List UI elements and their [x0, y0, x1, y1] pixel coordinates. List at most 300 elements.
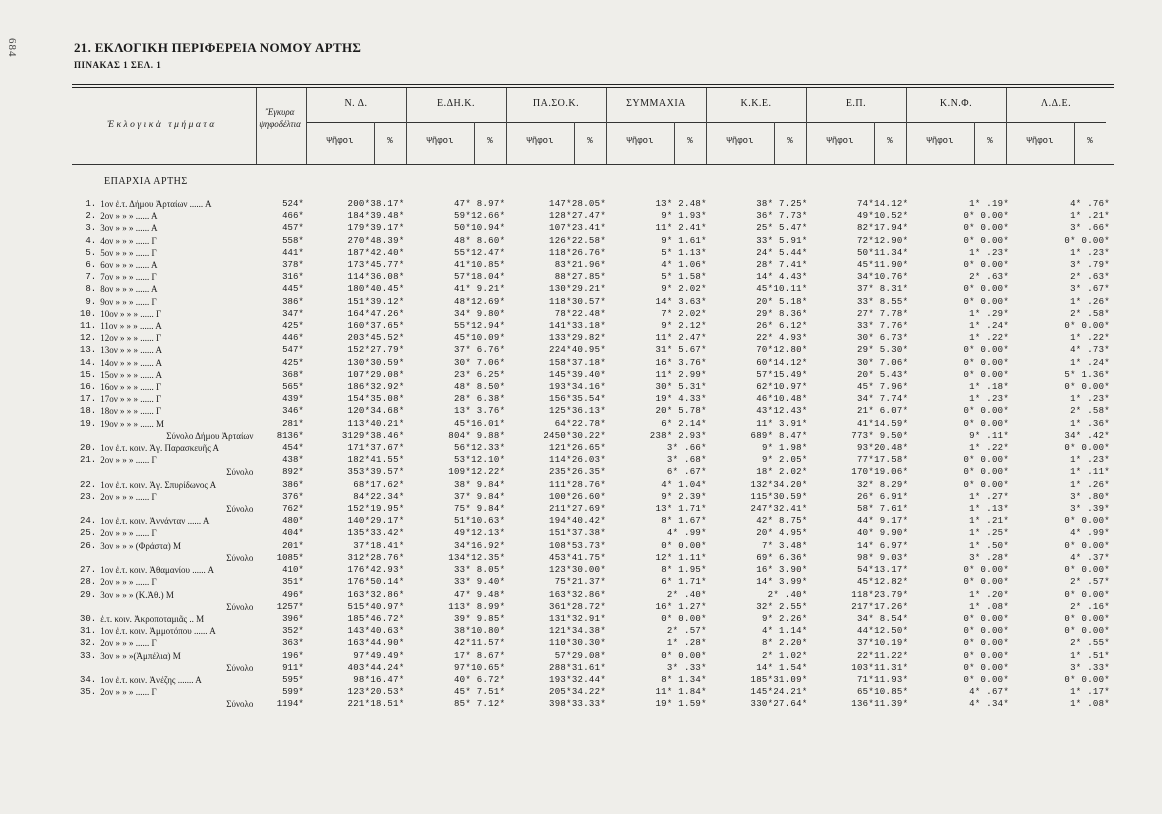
table-row	[72, 527, 1114, 539]
party-votes-pct: 69* 6.36*	[756, 552, 808, 563]
party-votes-pct: 1* .51*	[1070, 650, 1110, 661]
row-label: 2ον » » » ...... Γ	[100, 638, 157, 649]
subtotal-row	[72, 552, 1114, 564]
votes-subheader: Ψῆφοι	[426, 136, 454, 146]
valid-ballots: 410*	[282, 565, 304, 576]
party-votes-pct: 51*10.63*	[453, 516, 506, 527]
valid-ballots: 441*	[282, 247, 304, 258]
party-votes-pct: 6* .67*	[666, 467, 707, 478]
row-label: 10ον » » » ...... Γ	[100, 308, 162, 319]
row-label: Σύνολο Δήμου Ἀρταίων	[166, 430, 254, 441]
party-votes-pct: 0* 0.00*	[963, 211, 1010, 222]
party-votes-pct: 4* .34*	[969, 699, 1010, 710]
party-votes-pct: 1* .36*	[1070, 418, 1110, 429]
party-votes-pct: 217*17.26*	[851, 601, 909, 612]
party-votes-pct: 8* 2.20*	[761, 638, 808, 649]
party-votes-pct: 21* 6.07*	[856, 406, 909, 417]
party-votes-pct: 13* 1.71*	[655, 504, 707, 515]
party-votes-pct: 154*35.08*	[347, 394, 405, 405]
table-row	[72, 308, 1114, 320]
party-votes-pct: 33* 5.91*	[756, 235, 808, 246]
party-votes-pct: 114*26.03*	[549, 455, 607, 466]
page-title: 21. ΕΚΛΟΓΙΚΗ ΠΕΡΙΦΕΡΕΙΑ ΝΟΜΟΥ ΑΡΤΗΣ	[74, 40, 362, 55]
party-votes-pct: 193*34.16*	[549, 382, 607, 393]
votes-subheader: Ψῆφοι	[326, 136, 354, 146]
party-votes-pct: 4* .99*	[666, 528, 707, 539]
party-votes-pct: 27* 7.78*	[856, 308, 909, 319]
row-label: 3ον » » » (Κ.Ἀθ.) Μ	[100, 589, 174, 600]
party-votes-pct: 1* .22*	[969, 333, 1010, 344]
party-votes-pct: 9* 2.39*	[661, 491, 707, 502]
party-votes-pct: 1* .50*	[969, 540, 1010, 551]
party-header: Ε.Π.	[845, 98, 867, 109]
row-number	[72, 601, 100, 613]
party-votes-pct: 84*22.34*	[353, 491, 405, 502]
party-votes-pct: 187*42.40*	[347, 247, 405, 258]
row-label: ἐ.τ. κοιν. Ἀκροποταμιᾶς .. Μ	[100, 613, 205, 624]
party-votes-pct: 45*16.01*	[453, 418, 506, 429]
party-votes-pct: 58* 7.61*	[856, 504, 909, 515]
party-votes-pct: 2* .63*	[1070, 272, 1110, 283]
party-votes-pct: 26* 6.91*	[856, 491, 909, 502]
party-votes-pct: 200*38.17*	[347, 199, 405, 209]
party-votes-pct: 136*11.39*	[851, 699, 909, 710]
row-label: 1ον ἐ.τ. κοιν. Ἀθαμανίου ...... Α	[100, 565, 215, 576]
party-votes-pct: 247*32.41*	[750, 504, 808, 515]
party-votes-pct: 54*13.17*	[856, 565, 909, 576]
row-label: 17ον » » » ...... Γ	[100, 394, 162, 405]
party-votes-pct: 203*45.52*	[347, 333, 405, 344]
row-label: 14ον » » » ...... Α	[100, 357, 163, 368]
party-votes-pct: 1* .20*	[969, 589, 1010, 600]
row-number: 7.	[85, 272, 97, 283]
row-number: 24.	[80, 516, 97, 527]
party-votes-pct: 26* 6.12*	[756, 321, 808, 332]
party-votes-pct: 0* 0.00*	[963, 479, 1010, 490]
party-votes-pct: 804* 9.88*	[448, 430, 506, 441]
party-votes-pct: 0* 0.00*	[1064, 516, 1110, 527]
row-number: 2.	[85, 211, 97, 222]
party-votes-pct: 0* 0.00*	[963, 467, 1010, 478]
row-label: 16ον » » » ...... Γ	[100, 382, 162, 393]
party-votes-pct: 1* .21*	[1070, 211, 1110, 222]
row-label: 5ον » » » ...... Γ	[100, 247, 157, 258]
party-votes-pct: 98*16.47*	[353, 674, 405, 685]
party-votes-pct: 38*10.80*	[453, 626, 506, 637]
party-votes-pct: 57*15.49*	[756, 369, 808, 380]
row-label: 2ον » » » ...... Γ	[100, 455, 157, 466]
party-votes-pct: 23* 6.25*	[453, 369, 506, 380]
party-votes-pct: 2* .16*	[1070, 601, 1110, 612]
party-votes-pct: 163*32.86*	[347, 589, 405, 600]
party-votes-pct: 9* 2.02*	[661, 284, 707, 295]
party-votes-pct: 109*12.22*	[448, 467, 506, 478]
party-votes-pct: 53*12.10*	[453, 455, 506, 466]
row-label: 12ον » » » ...... Γ	[100, 333, 162, 344]
party-votes-pct: 0* 0.00*	[661, 650, 707, 661]
party-votes-pct: 34* 9.80*	[453, 308, 506, 319]
row-number: 10.	[80, 308, 97, 319]
row-label: 8ον » » » ...... Α	[100, 284, 158, 295]
party-votes-pct: 3* .28*	[969, 552, 1010, 563]
party-votes-pct: 1* .28*	[666, 638, 707, 649]
party-votes-pct: 40* 6.72*	[453, 674, 506, 685]
pct-subheader: %	[987, 136, 993, 146]
party-votes-pct: 353*39.57*	[347, 467, 405, 478]
party-votes-pct: 288*31.61*	[549, 662, 607, 673]
valid-ballots: 1085*	[276, 552, 304, 563]
party-votes-pct: 1* .23*	[969, 247, 1010, 258]
pct-subheader: %	[687, 136, 693, 146]
pct-subheader: %	[1087, 136, 1093, 146]
party-votes-pct: 6* 1.71*	[661, 577, 707, 588]
party-votes-pct: 107*23.41*	[549, 223, 607, 234]
valid-ballots: 445*	[282, 284, 304, 295]
row-label: 1ον ἐ.τ. κοιν. Ἀμμοτόπου ...... Α	[100, 626, 216, 637]
table-row	[72, 283, 1114, 295]
party-votes-pct: 1* .17*	[1070, 687, 1110, 698]
party-votes-pct: 33* 8.05*	[453, 565, 506, 576]
party-votes-pct: 45* 7.96*	[856, 382, 909, 393]
row-number: 6.	[85, 260, 97, 271]
party-votes-pct: 19* 4.33*	[655, 394, 707, 405]
party-votes-pct: 38* 9.84*	[453, 479, 506, 490]
party-votes-pct: 13* 2.48*	[655, 199, 707, 209]
party-votes-pct: 74*14.12*	[856, 199, 909, 209]
votes-subheader: Ψῆφοι	[626, 136, 654, 146]
party-votes-pct: 14* 3.63*	[655, 296, 707, 307]
valid-ballots: 346*	[282, 406, 304, 417]
party-votes-pct: 42* 8.75*	[756, 516, 808, 527]
party-votes-pct: 33* 8.55*	[856, 296, 909, 307]
party-votes-pct: 29* 5.30*	[856, 345, 909, 356]
party-votes-pct: 75* 9.84*	[453, 504, 506, 515]
party-votes-pct: 0* 0.00*	[963, 650, 1010, 661]
party-votes-pct: 398*33.33*	[549, 699, 607, 710]
valid-ballots: 352*	[282, 626, 304, 637]
row-number: 19.	[80, 418, 97, 429]
table-row	[72, 625, 1114, 637]
party-votes-pct: 97*10.65*	[453, 662, 506, 673]
party-votes-pct: 68*17.62*	[353, 479, 405, 490]
table-row	[72, 235, 1114, 247]
party-votes-pct: 46*10.48*	[756, 394, 808, 405]
party-votes-pct: 140*29.17*	[347, 516, 405, 527]
party-votes-pct: 28* 7.41*	[756, 260, 808, 271]
party-votes-pct: 270*48.39*	[347, 235, 405, 246]
party-votes-pct: 361*28.72*	[549, 601, 607, 612]
party-votes-pct: 98* 9.03*	[856, 552, 909, 563]
row-label: Σύνολο	[226, 699, 254, 710]
party-votes-pct: 164*47.26*	[347, 308, 405, 319]
party-votes-pct: 2* .57*	[666, 626, 707, 637]
party-votes-pct: 41*14.59*	[856, 418, 909, 429]
party-votes-pct: 42*11.57*	[453, 638, 506, 649]
valid-ballots: 425*	[282, 357, 304, 368]
party-votes-pct: 0* 0.00*	[963, 638, 1010, 649]
party-votes-pct: 9* 1.93*	[661, 211, 707, 222]
party-votes-pct: 121*34.38*	[549, 626, 607, 637]
table-row	[72, 296, 1114, 308]
party-votes-pct: 2450*30.22*	[543, 430, 607, 441]
party-votes-pct: 163*32.86*	[549, 589, 607, 600]
table-row	[72, 210, 1114, 222]
party-votes-pct: 170*19.06*	[851, 467, 909, 478]
party-votes-pct: 1* .08*	[1070, 699, 1110, 710]
party-votes-pct: 0* 0.00*	[661, 540, 707, 551]
row-label: 2ον » » » ...... Γ	[100, 528, 157, 539]
valid-ballots: 201*	[282, 540, 304, 551]
valid-ballots: 466*	[282, 211, 304, 222]
party-header: ΣΥΜΜΑΧΙΑ	[626, 98, 686, 109]
party-header: Κ.Ν.Φ.	[939, 98, 973, 109]
party-votes-pct: 0* 0.00*	[963, 662, 1010, 673]
party-votes-pct: 151*37.38*	[549, 528, 607, 539]
row-label: 13ον » » » ...... Α	[100, 345, 163, 356]
party-votes-pct: 12* 1.11*	[655, 552, 707, 563]
party-votes-pct: 235*26.35*	[549, 467, 607, 478]
party-votes-pct: 118*26.76*	[549, 247, 607, 258]
table-row	[72, 247, 1114, 259]
column-header-sections: Ἐκλογικὰ τμήματα	[107, 120, 217, 130]
table-row	[72, 454, 1114, 466]
pct-subheader: %	[587, 136, 593, 146]
party-votes-pct: 4* .67*	[969, 687, 1010, 698]
party-votes-pct: 163*44.90*	[347, 638, 405, 649]
row-number	[72, 662, 100, 674]
party-votes-pct: 1* .27*	[969, 491, 1010, 502]
valid-ballots: 892*	[282, 467, 304, 478]
party-votes-pct: 185*31.09*	[750, 674, 808, 685]
table-top-rule-double	[72, 87, 1114, 88]
party-votes-pct: 29* 8.36*	[756, 308, 808, 319]
party-votes-pct: 65*10.85*	[856, 687, 909, 698]
votes-subheader: Ψῆφοι	[826, 136, 854, 146]
party-votes-pct: 176*50.14*	[347, 577, 405, 588]
party-votes-pct: 83*21.96*	[554, 260, 607, 271]
party-votes-pct: 113*40.21*	[347, 418, 405, 429]
party-votes-pct: 156*35.54*	[549, 394, 607, 405]
party-votes-pct: 0* 0.00*	[963, 626, 1010, 637]
party-votes-pct: 9* 1.98*	[761, 443, 808, 454]
table-row	[72, 564, 1114, 576]
party-votes-pct: 4* 1.14*	[761, 626, 808, 637]
party-votes-pct: 71*11.93*	[856, 674, 909, 685]
valid-ballots: 599*	[282, 687, 304, 698]
valid-ballots: 454*	[282, 443, 304, 454]
party-votes-pct: 11* 2.47*	[655, 333, 707, 344]
party-votes-pct: 37* 6.76*	[453, 345, 506, 356]
table-row	[72, 320, 1114, 332]
party-votes-pct: 173*45.77*	[347, 260, 405, 271]
valid-ballots: 496*	[282, 589, 304, 600]
row-number: 15.	[80, 369, 97, 380]
party-votes-pct: 0* 0.00*	[963, 284, 1010, 295]
party-votes-pct: 50*10.94*	[453, 223, 506, 234]
party-votes-pct: 0* 0.00*	[963, 613, 1010, 624]
party-votes-pct: 30* 7.06*	[453, 357, 506, 368]
valid-ballots: 762*	[282, 504, 304, 515]
party-votes-pct: 50*11.34*	[856, 247, 909, 258]
party-votes-pct: 62*10.97*	[756, 382, 808, 393]
row-number: 26.	[80, 540, 97, 551]
party-votes-pct: 176*42.93*	[347, 565, 405, 576]
province-heading: ΕΠΑΡΧΙΑ ΑΡΤΗΣ	[104, 176, 188, 187]
valid-ballots: 351*	[282, 577, 304, 588]
valid-ballots: 595*	[282, 674, 304, 685]
party-votes-pct: 56*12.33*	[453, 443, 506, 454]
party-votes-pct: 0* 0.00*	[1064, 674, 1110, 685]
pct-subheader: %	[487, 136, 493, 146]
row-number: 30.	[80, 613, 97, 624]
party-votes-pct: 100*26.60*	[549, 491, 607, 502]
party-votes-pct: 20* 5.43*	[856, 369, 909, 380]
row-number: 9.	[85, 296, 97, 307]
party-votes-pct: 147*28.05*	[549, 199, 607, 209]
row-number: 31.	[80, 626, 97, 637]
party-votes-pct: 75*21.37*	[554, 577, 607, 588]
valid-ballots: 386*	[282, 296, 304, 307]
party-votes-pct: 34* .42*	[1064, 430, 1110, 441]
party-votes-pct: 110*30.30*	[549, 638, 607, 649]
party-votes-pct: 45*12.82*	[856, 577, 909, 588]
table-row	[72, 491, 1114, 503]
party-votes-pct: 126*22.58*	[549, 235, 607, 246]
party-votes-pct: 118*23.79*	[851, 589, 909, 600]
party-votes-pct: 453*41.75*	[549, 552, 607, 563]
party-votes-pct: 194*40.42*	[549, 516, 607, 527]
row-number: 28.	[80, 577, 97, 588]
row-number: 11.	[80, 321, 97, 332]
party-votes-pct: 47* 9.48*	[453, 589, 506, 600]
party-votes-pct: 4* .99*	[1070, 528, 1110, 539]
row-label: 3ον » » » ...... Α	[100, 223, 158, 234]
table-row	[72, 589, 1114, 601]
row-label: 1ον ἐ.τ. κοιν. Ἁγ. Σπυρίδωνος Α	[100, 479, 217, 490]
party-votes-pct: 3* .79*	[1070, 260, 1110, 271]
subtotal-row	[72, 601, 1114, 613]
table-row	[72, 576, 1114, 588]
row-number: 5.	[85, 247, 97, 258]
row-number: 16.	[80, 382, 97, 393]
party-votes-pct: 22*11.22*	[856, 650, 909, 661]
party-votes-pct: 118*30.57*	[549, 296, 607, 307]
party-votes-pct: 3129*38.46*	[341, 430, 405, 441]
party-votes-pct: 14* 4.43*	[756, 272, 808, 283]
party-votes-pct: 221*18.51*	[347, 699, 405, 710]
party-votes-pct: 171*37.67*	[347, 443, 405, 454]
valid-ballots: 396*	[282, 613, 304, 624]
party-votes-pct: 32* 2.55*	[756, 601, 808, 612]
party-votes-pct: 128*27.47*	[549, 211, 607, 222]
party-votes-pct: 3* .80*	[1070, 491, 1110, 502]
party-votes-pct: 36* 7.73*	[756, 211, 808, 222]
party-votes-pct: 1* .13*	[969, 504, 1010, 515]
row-label: 19ον » » » ...... Μ	[100, 418, 165, 429]
row-number: 25.	[80, 528, 97, 539]
party-votes-pct: 151*39.12*	[347, 296, 405, 307]
party-votes-pct: 55*12.47*	[453, 247, 506, 258]
party-votes-pct: 37* 9.84*	[453, 491, 506, 502]
valid-ballots: 480*	[282, 516, 304, 527]
party-votes-pct: 130*29.21*	[549, 284, 607, 295]
votes-subheader: Ψῆφοι	[1026, 136, 1054, 146]
party-votes-pct: 9* 2.05*	[761, 455, 808, 466]
party-votes-pct: 45*10.11*	[756, 284, 808, 295]
party-votes-pct: 184*39.48*	[347, 211, 405, 222]
party-votes-pct: 0* 0.00*	[1064, 565, 1110, 576]
party-votes-pct: 1* .23*	[1070, 394, 1110, 405]
party-votes-pct: 224*40.95*	[549, 345, 607, 356]
party-votes-pct: 0* 0.00*	[963, 357, 1010, 368]
row-number: 8.	[85, 284, 97, 295]
party-votes-pct: 152*19.95*	[347, 504, 405, 515]
subtotal-row	[72, 430, 1114, 442]
party-votes-pct: 30* 7.06*	[856, 357, 909, 368]
row-number: 32.	[80, 638, 97, 649]
table-row	[72, 418, 1114, 430]
party-votes-pct: 11* 1.84*	[655, 687, 707, 698]
party-votes-pct: 33* 9.40*	[453, 577, 506, 588]
party-votes-pct: 1* .26*	[1070, 296, 1110, 307]
party-votes-pct: 13* 3.76*	[453, 406, 506, 417]
party-votes-pct: 238* 2.93*	[649, 430, 707, 441]
table-row	[72, 198, 1114, 210]
valid-ballots: 368*	[282, 369, 304, 380]
table-row	[72, 637, 1114, 649]
party-votes-pct: 16* 1.27*	[655, 601, 707, 612]
party-votes-pct: 7* 3.48*	[761, 540, 808, 551]
row-label: 3ον » » »(Ἀμπέλια) Μ	[100, 650, 181, 661]
party-votes-pct: 41*10.85*	[453, 260, 506, 271]
party-votes-pct: 4* .73*	[1070, 345, 1110, 356]
party-votes-pct: 134*12.35*	[448, 552, 506, 563]
party-votes-pct: 211*27.69*	[549, 504, 607, 515]
party-votes-pct: 1* .23*	[1070, 455, 1110, 466]
row-number: 34.	[80, 674, 97, 685]
party-votes-pct: 40* 9.90*	[856, 528, 909, 539]
row-number: 33.	[80, 650, 97, 661]
table-row	[72, 479, 1114, 491]
party-votes-pct: 3* .66*	[1070, 223, 1110, 234]
party-votes-pct: 103*11.31*	[851, 662, 909, 673]
party-votes-pct: 113* 8.99*	[448, 601, 506, 612]
valid-ballots: 438*	[282, 455, 304, 466]
party-votes-pct: 0* 0.00*	[963, 565, 1010, 576]
row-label: 2ον » » » ...... Γ	[100, 491, 157, 502]
row-label: 6ον » » » ...... Α	[100, 260, 158, 271]
row-label: 11ον » » » ...... Α	[100, 321, 162, 332]
row-label: Σύνολο	[226, 552, 254, 563]
party-votes-pct: 30* 6.73*	[856, 333, 909, 344]
row-number: 22.	[80, 479, 97, 490]
party-header: ΠΑ.ΣΟ.Κ.	[532, 98, 580, 109]
party-votes-pct: 34*10.76*	[856, 272, 909, 283]
party-votes-pct: 515*40.97*	[347, 601, 405, 612]
party-votes-pct: 37* 8.31*	[856, 284, 909, 295]
subtotal-row	[72, 503, 1114, 515]
party-votes-pct: 57*18.04*	[453, 272, 506, 283]
party-votes-pct: 108*53.73*	[549, 540, 607, 551]
party-votes-pct: 1* .18*	[969, 382, 1010, 393]
row-label: Σύνολο	[226, 504, 254, 515]
party-votes-pct: 0* 0.00*	[1064, 443, 1110, 454]
party-votes-pct: 5* 1.36*	[1064, 369, 1110, 380]
party-votes-pct: 182*41.55*	[347, 455, 405, 466]
party-votes-pct: 0* 0.00*	[963, 235, 1010, 246]
table-row	[72, 686, 1114, 698]
party-votes-pct: 49*12.13*	[453, 528, 506, 539]
